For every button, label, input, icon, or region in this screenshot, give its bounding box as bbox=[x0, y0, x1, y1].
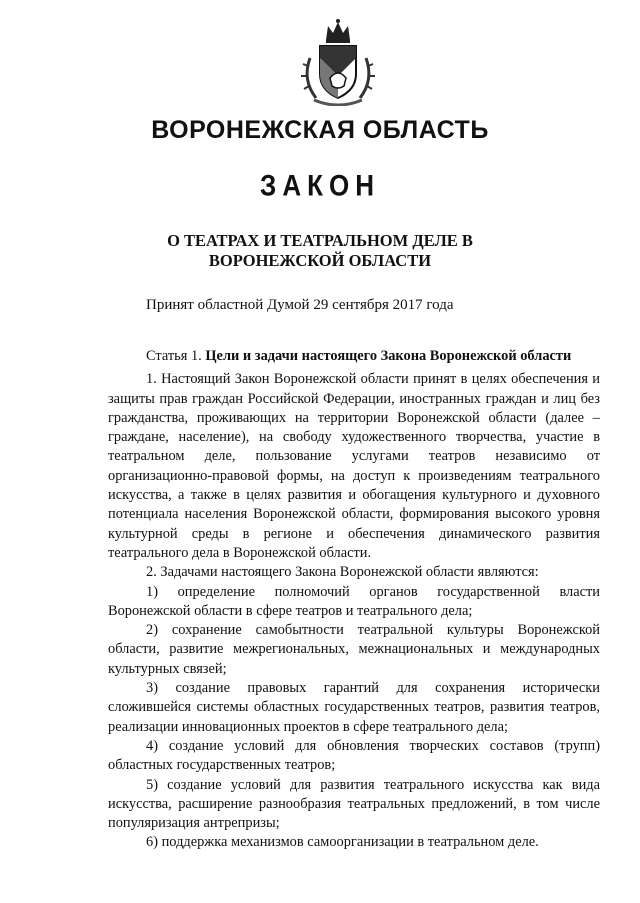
paragraph-1: 1. Настоящий Закон Воронежской области принят в целях обеспечения и защиты прав граждан Российской Федерации, иностранных граждан и лиц без гражданства, проживающих на территории Воронежской области (далее – граждане, население), на свободу художественного творчества, участие в театральном деле, пользование услугами театров независимо от организационно-правовой формы, на доступ к произведениям театрального искусства, а также в целях развития и обогащения культурного и духовного потенциала населения Воронежской области, формирования высокого уровня культурной среды в регионе и обеспечения динамического развития театрального дела в Воронежской области. bbox=[108, 371, 600, 561]
region-title: ВОРОНЕЖСКАЯ ОБЛАСТЬ bbox=[151, 116, 489, 144]
article-1 bbox=[108, 347, 600, 853]
law-title bbox=[0, 231, 640, 271]
law-title-line-2: ВОРОНЕЖСКОЙ ОБЛАСТИ bbox=[208, 251, 432, 270]
task-item-1: 1) определение полномочий органов государственной власти Воронежской области в сфере театров и театрального дела; bbox=[108, 583, 600, 619]
task-item-2: 2) сохранение самобытности театральной культуры Воронежской области, развитие межрегиональных, межнациональных и международных культурных связей; bbox=[108, 622, 600, 677]
law-title-line-1: О ТЕАТРАХ И ТЕАТРАЛЬНОМ ДЕЛЕ В bbox=[167, 231, 473, 250]
article-prefix: Статья 1. bbox=[146, 348, 202, 364]
task-item-4: 4) создание условий для обновления творческих составов (трупп) областных государственных театров; bbox=[108, 737, 600, 774]
task-item-5: 5) создание условий для развития театрального искусства как вида искусства, расширение разнообразия театральных предложений, в том числе популяризация антрепризы; bbox=[108, 776, 600, 832]
article-title: Цели и задачи настоящего Закона Воронежской области bbox=[205, 348, 572, 364]
adoption-date: Принят областной Думой 29 сентября 2017 года bbox=[146, 297, 454, 313]
task-item-3: 3) создание правовых гарантий для сохранения исторически сложившейся системы областных государственных театров, развития театров, реализации инновационных проектов в сфере театрального дела; bbox=[108, 680, 600, 735]
coat-of-arms-icon bbox=[296, 18, 380, 106]
document-type: ЗАКОН bbox=[260, 167, 380, 203]
paragraph-2: 2. Задачами настоящего Закона Воронежской области являются: bbox=[146, 564, 539, 581]
task-item-6: 6) поддержка механизмов самоорганизации в театральном деле. bbox=[146, 834, 539, 851]
article-heading bbox=[108, 347, 600, 366]
